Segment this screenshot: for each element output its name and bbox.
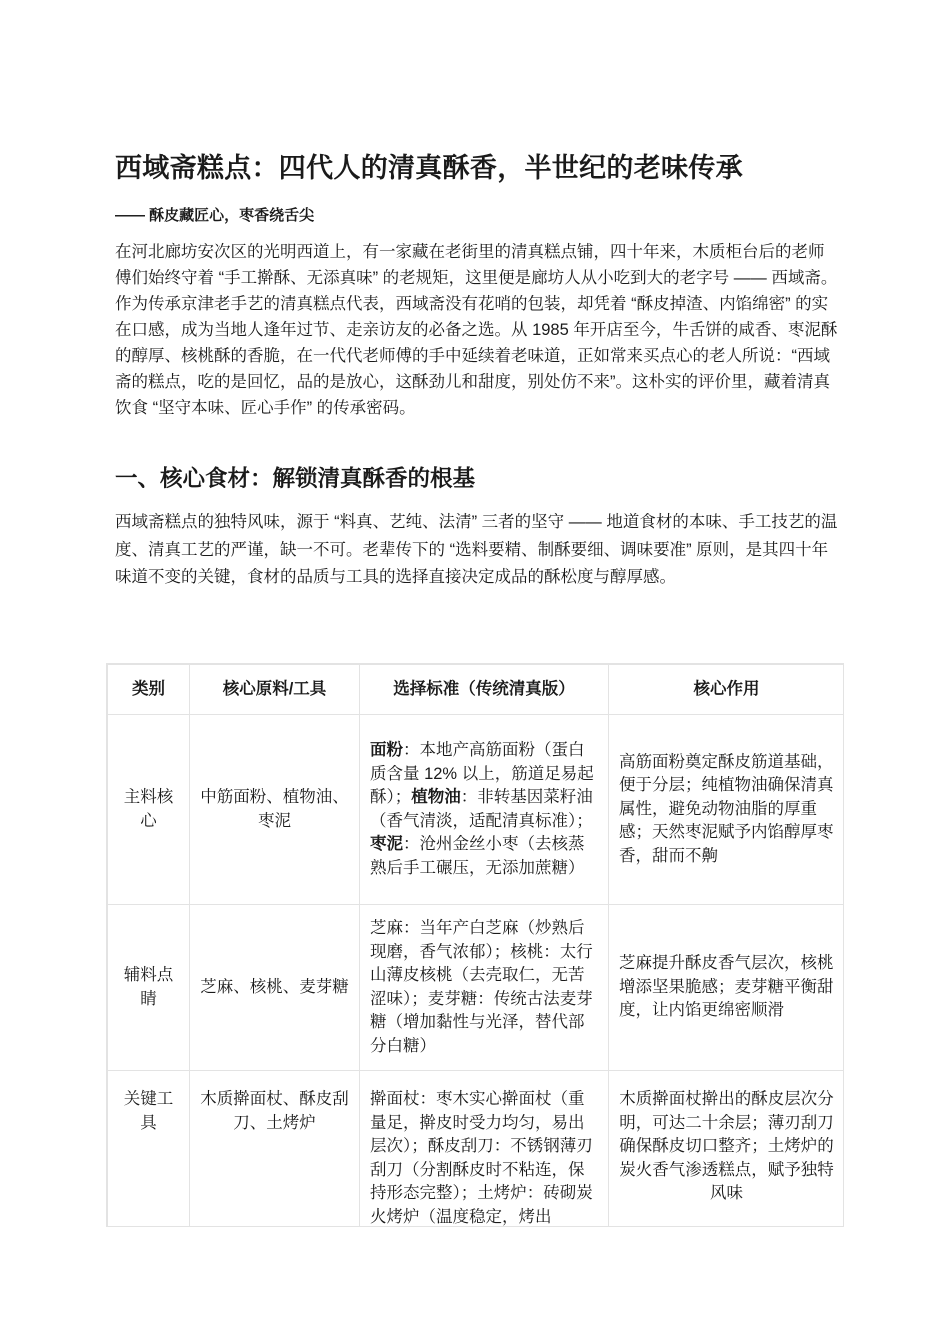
term-oil-desc: ：非转基因菜籽油（香气清淡，适配清真标准）； bbox=[370, 788, 593, 830]
term-date-paste-desc: ：沧州金丝小枣（去核蒸熟后手工碾压，无添加蔗糖） bbox=[370, 835, 585, 877]
intro-paragraph: 在河北廊坊安次区的光明西道上，有一家藏在老街里的清真糕点铺，四十年来，木质柜台后的老师傅们始终守着 “手工擀酥、无添真味” 的老规矩，这里便是廊坊人从小吃到大的老字号 —— 西域斋。作为传承京津老手艺的清真糕点代表，西域斋没有花哨的包装，却凭着 “酥皮掉渣、内馅绵密” 的实在口感，成为当地人逢年过节、走亲访友的必备之选。从 1985 年开店至今，牛舌饼的咸香、枣泥酥的醇厚、核桃酥的香脆，在一代代老师傅的手中延续着老味道，正如常来买点心的老人所说：“西域斋的糕点，吃的是回忆，品的是放心，这酥劲儿和甜度，别处仿不来”。这朴实的评价里，藏着清真饮食 “坚守本味、匠心手作” 的传承密码。 bbox=[115, 243, 838, 417]
header-standard: 选择标准（传统清真版） bbox=[360, 665, 609, 715]
cell-category: 主料核心 bbox=[108, 715, 190, 905]
table-header-row bbox=[108, 665, 845, 715]
table-row bbox=[108, 905, 845, 1071]
cell-category: 辅料点睛 bbox=[108, 905, 190, 1071]
ingredients-table bbox=[107, 664, 844, 1227]
header-items: 核心原料/工具 bbox=[190, 665, 360, 715]
cell-items: 木质擀面杖、酥皮刮刀、土烤炉 bbox=[190, 1071, 360, 1228]
table-row bbox=[108, 1071, 845, 1228]
header-role: 核心作用 bbox=[609, 665, 845, 715]
page-title: 西域斋糕点：四代人的清真酥香，半世纪的老味传承 bbox=[115, 153, 743, 183]
term-date-paste: 枣泥 bbox=[370, 835, 403, 853]
cell-standard: 芝麻：当年产白芝麻（炒熟后现磨，香气浓郁）；核桃：太行山薄皮核桃（去壳取仁，无苦涩味）；麦芽糖：传统古法麦芽糖（增加黏性与光泽，替代部分白糖） bbox=[360, 905, 609, 1071]
term-flour: 面粉 bbox=[370, 741, 403, 759]
subtitle: —— 酥皮藏匠心，枣香绕舌尖 bbox=[115, 207, 315, 224]
term-flour-desc: ：本地产高筋面粉（蛋白质含量 12% 以上，筋道足易起酥）； bbox=[370, 741, 594, 806]
header-category: 类别 bbox=[108, 665, 190, 715]
cell-category: 关键工具 bbox=[108, 1071, 190, 1228]
cell-role: 芝麻提升酥皮香气层次，核桃增添坚果脆感；麦芽糖平衡甜度，让内馅更绵密顺滑 bbox=[609, 905, 845, 1071]
cell-role: 高筋面粉奠定酥皮筋道基础，便于分层；纯植物油确保清真属性，避免动物油脂的厚重感；天然枣泥赋予内馅醇厚枣香，甜而不齁 bbox=[609, 715, 845, 905]
section-paragraph: 西域斋糕点的独特风味，源于 “料真、艺纯、法清” 三者的坚守 —— 地道食材的本味、手工技艺的温度、清真工艺的严谨，缺一不可。老辈传下的 “选料要精、制酥要细、调味要准” 原则，是其四十年味道不变的关键，食材的品质与工具的选择直接决定成品的酥松度与醇厚感。 bbox=[115, 513, 838, 587]
term-oil: 植物油 bbox=[411, 788, 461, 806]
section-heading: 一、核心食材：解锁清真酥香的根基 bbox=[115, 466, 476, 491]
cell-standard: 擀面杖：枣木实心擀面杖（重量足，擀皮时受力均匀，易出层次）；酥皮刮刀：不锈钢薄刃刮刀（分割酥皮时不粘连，保持形态完整）；土烤炉：砖砌炭火烤炉（温度稳定，烤出 bbox=[360, 1071, 609, 1228]
ingredients-table-wrapper bbox=[106, 663, 844, 1227]
cell-standard bbox=[360, 715, 609, 905]
table-row bbox=[108, 715, 845, 905]
cell-role: 木质擀面杖擀出的酥皮层次分明，可达二十余层；薄刃刮刀确保酥皮切口整齐；土烤炉的炭火香气渗透糕点，赋予独特风味 bbox=[609, 1071, 845, 1228]
cell-items: 芝麻、核桃、麦芽糖 bbox=[190, 905, 360, 1071]
cell-items: 中筋面粉、植物油、枣泥 bbox=[190, 715, 360, 905]
